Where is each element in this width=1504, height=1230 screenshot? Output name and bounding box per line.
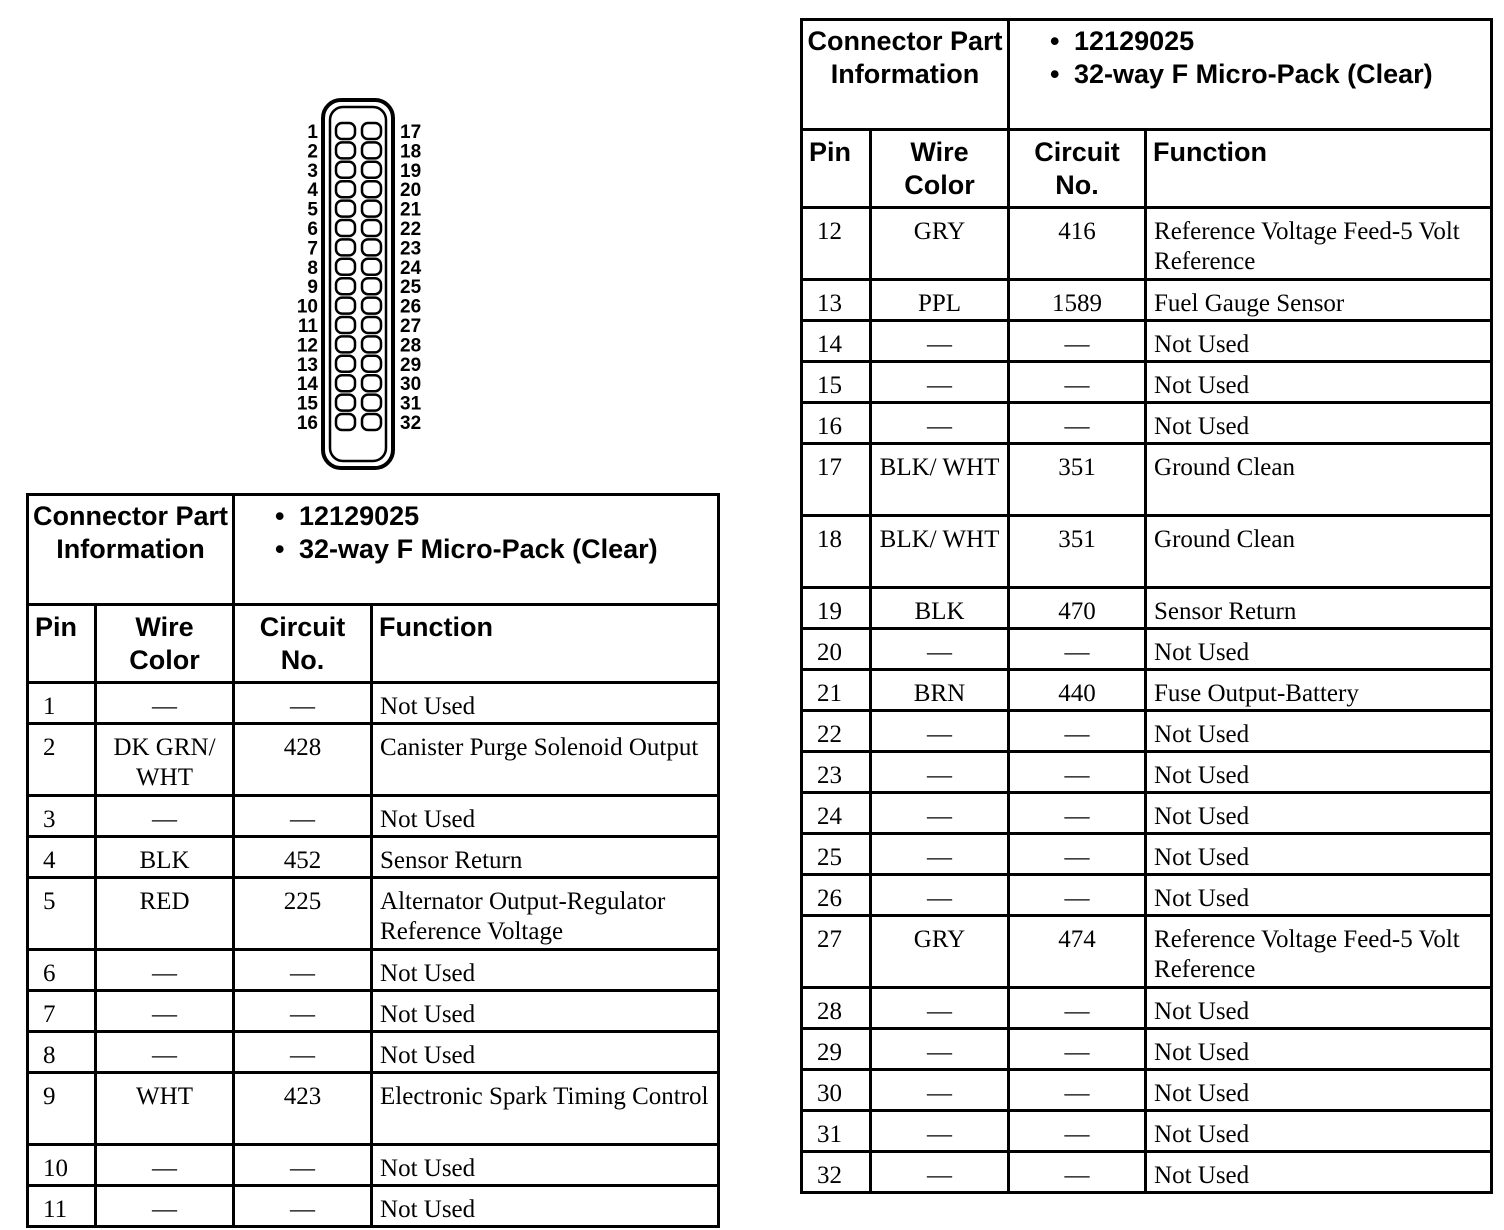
pin-cell: 6 — [28, 950, 96, 991]
connector-part-info: • 12129025 • 32-way F Micro-Pack (Clear) — [1009, 20, 1492, 130]
pin-number-label: 25 — [400, 277, 422, 299]
wire-color-cell: — — [96, 1145, 234, 1186]
function-cell: Not Used — [372, 1186, 719, 1227]
circuit-no-cell: 416 — [1009, 208, 1146, 280]
wire-color-cell: — — [871, 629, 1009, 670]
pin-number-label: 22 — [400, 219, 422, 240]
wire-color-cell: — — [96, 796, 234, 837]
pin-cell: 9 — [28, 1073, 96, 1145]
part-number: 12129025 — [299, 501, 420, 531]
pin-cell-left — [336, 278, 355, 294]
pin-cell-right — [362, 336, 381, 352]
part-number: 12129025 — [1074, 26, 1195, 56]
function-cell: Fuse Output-Battery — [1146, 670, 1492, 711]
function-cell: Ground Clean — [1146, 516, 1492, 588]
pinout-table-left — [26, 493, 720, 1228]
wire-color-cell: — — [871, 1152, 1009, 1193]
pin-cell: 3 — [28, 796, 96, 837]
pin-number-label: 5 — [307, 199, 318, 221]
wire-color-cell: — — [871, 1070, 1009, 1111]
pin-number-label: 14 — [296, 374, 318, 396]
function-cell: Not Used — [372, 1145, 719, 1186]
pin-cell-right — [362, 201, 381, 217]
pin-number-label: 18 — [400, 141, 422, 163]
pinout-table-right — [800, 18, 1493, 1194]
pin-cell: 29 — [802, 1029, 871, 1070]
pin-cell-left — [336, 123, 355, 139]
function-cell: Electronic Spark Timing Control — [372, 1073, 719, 1145]
circuit-no-cell: — — [234, 1145, 372, 1186]
pin-cell-left — [336, 259, 355, 275]
table-row — [802, 793, 1492, 834]
table-row — [802, 916, 1492, 988]
connector-housing-outer — [323, 100, 393, 468]
pin-cell: 18 — [802, 516, 871, 588]
function-cell: Sensor Return — [372, 837, 719, 878]
circuit-no-cell: — — [1009, 321, 1146, 362]
pin-cell-left — [336, 220, 355, 236]
pin-number-label: 1 — [307, 122, 318, 143]
pin-number-label: 16 — [296, 413, 318, 434]
pin-number-label: 9 — [307, 277, 318, 299]
pin-cell: 30 — [802, 1070, 871, 1111]
table-row — [802, 875, 1492, 916]
function-cell: Reference Voltage Feed-5 Volt Reference — [1146, 916, 1492, 988]
table-row — [28, 878, 719, 950]
table-row — [802, 1029, 1492, 1070]
col-header-wire-color: Wire Color — [871, 130, 1009, 208]
circuit-no-cell: — — [234, 683, 372, 724]
circuit-no-cell: 474 — [1009, 916, 1146, 988]
circuit-no-cell: — — [1009, 403, 1146, 444]
circuit-no-cell: 225 — [234, 878, 372, 950]
col-header-pin: Pin — [28, 605, 96, 683]
pin-cell-right — [362, 162, 381, 178]
pin-cell: 19 — [802, 588, 871, 629]
function-cell: Not Used — [1146, 752, 1492, 793]
table-row — [28, 796, 719, 837]
col-header-function: Function — [1146, 130, 1492, 208]
pin-cell: 32 — [802, 1152, 871, 1193]
wire-color-cell: — — [871, 793, 1009, 834]
connector-pin-cells — [336, 123, 381, 430]
wire-color-cell: — — [871, 752, 1009, 793]
pin-number-label: 7 — [307, 238, 318, 260]
table-row — [28, 724, 719, 796]
pin-number-label: 10 — [296, 296, 318, 318]
pin-number-label: 24 — [400, 257, 422, 279]
table-row — [28, 1186, 719, 1227]
function-cell: Not Used — [1146, 1111, 1492, 1152]
wire-color-cell: — — [96, 991, 234, 1032]
wire-color-cell: BLK/ WHT — [871, 444, 1009, 516]
pin-cell-right — [362, 317, 381, 333]
pin-number-label: 21 — [400, 199, 422, 221]
connector-part-info: • 12129025 • 32-way F Micro-Pack (Clear) — [234, 495, 719, 605]
wire-color-cell: BRN — [871, 670, 1009, 711]
connector-pin-labels — [297, 122, 422, 434]
wire-color-cell: GRY — [871, 208, 1009, 280]
wire-color-cell: PPL — [871, 280, 1009, 321]
pin-cell: 7 — [28, 991, 96, 1032]
pin-cell: 12 — [802, 208, 871, 280]
pin-number-label: 32 — [400, 413, 422, 434]
col-header-function: Function — [372, 605, 719, 683]
pin-cell-left — [336, 239, 355, 255]
wire-color-cell: RED — [96, 878, 234, 950]
circuit-no-cell: — — [234, 796, 372, 837]
connector-diagram — [280, 95, 450, 475]
circuit-no-cell: — — [234, 950, 372, 991]
pin-cell: 10 — [28, 1145, 96, 1186]
pin-number-label: 17 — [400, 122, 422, 143]
function-cell: Not Used — [1146, 1070, 1492, 1111]
pin-cell-left — [336, 142, 355, 158]
pin-number-label: 4 — [307, 180, 318, 202]
function-cell: Not Used — [372, 991, 719, 1032]
circuit-no-cell: — — [1009, 711, 1146, 752]
pin-cell: 20 — [802, 629, 871, 670]
wire-color-cell: DK GRN/ WHT — [96, 724, 234, 796]
pin-cell: 26 — [802, 875, 871, 916]
wire-color-cell: — — [871, 403, 1009, 444]
pin-cell-left — [336, 414, 355, 430]
pin-number-label: 19 — [400, 160, 422, 182]
pin-number-label: 27 — [400, 316, 422, 337]
wire-color-cell: — — [871, 875, 1009, 916]
pin-cell-left — [336, 298, 355, 314]
circuit-no-cell: 351 — [1009, 516, 1146, 588]
table-row — [28, 1073, 719, 1145]
pin-cell-right — [362, 414, 381, 430]
table-row — [802, 444, 1492, 516]
circuit-no-cell: 440 — [1009, 670, 1146, 711]
circuit-no-cell: — — [234, 991, 372, 1032]
table-row — [802, 752, 1492, 793]
connector-info-label: Connector Part Information — [802, 20, 1009, 130]
pin-number-label: 15 — [296, 393, 318, 415]
function-cell: Not Used — [1146, 321, 1492, 362]
pin-number-label: 28 — [400, 335, 422, 357]
table-row — [28, 991, 719, 1032]
pin-cell: 25 — [802, 834, 871, 875]
pin-cell-left — [336, 356, 355, 372]
function-cell: Not Used — [1146, 711, 1492, 752]
wire-color-cell: — — [871, 1111, 1009, 1152]
pin-number-label: 23 — [400, 238, 422, 260]
pin-cell-right — [362, 298, 381, 314]
wire-color-cell: BLK — [871, 588, 1009, 629]
table-row — [802, 516, 1492, 588]
wire-color-cell: — — [871, 988, 1009, 1029]
pin-number-label: 30 — [400, 374, 422, 396]
function-cell: Not Used — [1146, 1152, 1492, 1193]
pin-number-label: 26 — [400, 296, 422, 318]
table-row — [802, 1111, 1492, 1152]
connector-description: 32-way F Micro-Pack (Clear) — [1074, 59, 1433, 89]
pin-cell: 2 — [28, 724, 96, 796]
table-row — [802, 629, 1492, 670]
pin-cell: 5 — [28, 878, 96, 950]
circuit-no-cell: — — [234, 1032, 372, 1073]
wire-color-cell: — — [96, 1032, 234, 1073]
circuit-no-cell: — — [1009, 875, 1146, 916]
pin-cell: 13 — [802, 280, 871, 321]
circuit-no-cell: — — [234, 1186, 372, 1227]
pin-cell-right — [362, 259, 381, 275]
pin-cell-left — [336, 336, 355, 352]
wire-color-cell: BLK/ WHT — [871, 516, 1009, 588]
wire-color-cell: — — [96, 1186, 234, 1227]
pin-cell-left — [336, 375, 355, 391]
table-row — [802, 711, 1492, 752]
table-row — [802, 988, 1492, 1029]
table-row — [802, 1152, 1492, 1193]
table-row — [802, 321, 1492, 362]
function-cell: Not Used — [372, 950, 719, 991]
circuit-no-cell: 1589 — [1009, 280, 1146, 321]
pin-number-label: 6 — [307, 219, 318, 240]
table-row — [28, 683, 719, 724]
table-row — [802, 834, 1492, 875]
pin-cell: 28 — [802, 988, 871, 1029]
wire-color-cell: — — [871, 362, 1009, 403]
circuit-no-cell: — — [1009, 834, 1146, 875]
pin-cell-right — [362, 142, 381, 158]
pin-number-label: 3 — [307, 160, 318, 182]
function-cell: Not Used — [1146, 362, 1492, 403]
pin-number-label: 13 — [296, 354, 318, 376]
pin-number-label: 31 — [400, 393, 422, 415]
circuit-no-cell: 452 — [234, 837, 372, 878]
circuit-no-cell: 470 — [1009, 588, 1146, 629]
function-cell: Not Used — [1146, 629, 1492, 670]
circuit-no-cell: — — [1009, 362, 1146, 403]
circuit-no-cell: 428 — [234, 724, 372, 796]
pin-cell: 1 — [28, 683, 96, 724]
function-cell: Not Used — [1146, 403, 1492, 444]
wire-color-cell: WHT — [96, 1073, 234, 1145]
function-cell: Not Used — [1146, 1029, 1492, 1070]
pin-cell: 21 — [802, 670, 871, 711]
function-cell: Not Used — [372, 796, 719, 837]
col-header-pin: Pin — [802, 130, 871, 208]
pin-number-label: 2 — [307, 141, 318, 163]
pin-cell-left — [336, 181, 355, 197]
pin-cell: 15 — [802, 362, 871, 403]
table-row — [802, 280, 1492, 321]
pin-cell: 27 — [802, 916, 871, 988]
pin-cell-right — [362, 239, 381, 255]
circuit-no-cell: — — [1009, 1029, 1146, 1070]
table-row — [28, 950, 719, 991]
pin-cell-left — [336, 201, 355, 217]
pin-cell-right — [362, 395, 381, 411]
pin-cell: 17 — [802, 444, 871, 516]
table-row — [802, 670, 1492, 711]
pin-number-label: 29 — [400, 354, 422, 376]
pin-cell: 24 — [802, 793, 871, 834]
table-row — [28, 1145, 719, 1186]
pin-cell: 22 — [802, 711, 871, 752]
table-row — [802, 362, 1492, 403]
pin-cell: 16 — [802, 403, 871, 444]
function-cell: Canister Purge Solenoid Output — [372, 724, 719, 796]
wire-color-cell: — — [871, 711, 1009, 752]
pin-number-label: 12 — [296, 335, 318, 357]
pin-cell-right — [362, 278, 381, 294]
pin-number-label: 8 — [307, 257, 318, 279]
circuit-no-cell: — — [1009, 1070, 1146, 1111]
pin-cell: 8 — [28, 1032, 96, 1073]
pin-cell-right — [362, 220, 381, 236]
pin-cell: 4 — [28, 837, 96, 878]
wire-color-cell: BLK — [96, 837, 234, 878]
pin-cell-right — [362, 356, 381, 372]
pin-cell: 11 — [28, 1186, 96, 1227]
wire-color-cell: GRY — [871, 916, 1009, 988]
wire-color-cell: — — [871, 321, 1009, 362]
function-cell: Not Used — [1146, 834, 1492, 875]
table-row — [802, 403, 1492, 444]
col-header-circuit-no: Circuit No. — [1009, 130, 1146, 208]
function-cell: Not Used — [1146, 793, 1492, 834]
function-cell: Not Used — [1146, 875, 1492, 916]
table-row — [28, 1032, 719, 1073]
wire-color-cell: — — [96, 950, 234, 991]
pin-cell: 14 — [802, 321, 871, 362]
circuit-no-cell: — — [1009, 1152, 1146, 1193]
circuit-no-cell: — — [1009, 1111, 1146, 1152]
wire-color-cell: — — [96, 683, 234, 724]
circuit-no-cell: — — [1009, 752, 1146, 793]
wire-color-cell: — — [871, 834, 1009, 875]
circuit-no-cell: 351 — [1009, 444, 1146, 516]
connector-description: 32-way F Micro-Pack (Clear) — [299, 534, 658, 564]
function-cell: Fuel Gauge Sensor — [1146, 280, 1492, 321]
pin-cell: 23 — [802, 752, 871, 793]
function-cell: Alternator Output-Regulator Reference Voltage — [372, 878, 719, 950]
pin-number-label: 20 — [400, 180, 422, 202]
pin-cell-left — [336, 395, 355, 411]
function-cell: Sensor Return — [1146, 588, 1492, 629]
pin-cell-right — [362, 181, 381, 197]
pin-cell-right — [362, 123, 381, 139]
function-cell: Not Used — [372, 1032, 719, 1073]
pin-cell-right — [362, 375, 381, 391]
pin-number-label: 11 — [297, 316, 318, 337]
function-cell: Not Used — [372, 683, 719, 724]
table-row — [802, 208, 1492, 280]
function-cell: Ground Clean — [1146, 444, 1492, 516]
circuit-no-cell: — — [1009, 793, 1146, 834]
table-row — [802, 588, 1492, 629]
circuit-no-cell: — — [1009, 629, 1146, 670]
function-cell: Reference Voltage Feed-5 Volt Reference — [1146, 208, 1492, 280]
pin-cell-left — [336, 317, 355, 333]
circuit-no-cell: 423 — [234, 1073, 372, 1145]
connector-info-label: Connector Part Information — [28, 495, 234, 605]
circuit-no-cell: — — [1009, 988, 1146, 1029]
table-row — [28, 837, 719, 878]
col-header-circuit-no: Circuit No. — [234, 605, 372, 683]
wire-color-cell: — — [871, 1029, 1009, 1070]
function-cell: Not Used — [1146, 988, 1492, 1029]
col-header-wire-color: Wire Color — [96, 605, 234, 683]
pin-cell: 31 — [802, 1111, 871, 1152]
table-row — [802, 1070, 1492, 1111]
pin-cell-left — [336, 162, 355, 178]
